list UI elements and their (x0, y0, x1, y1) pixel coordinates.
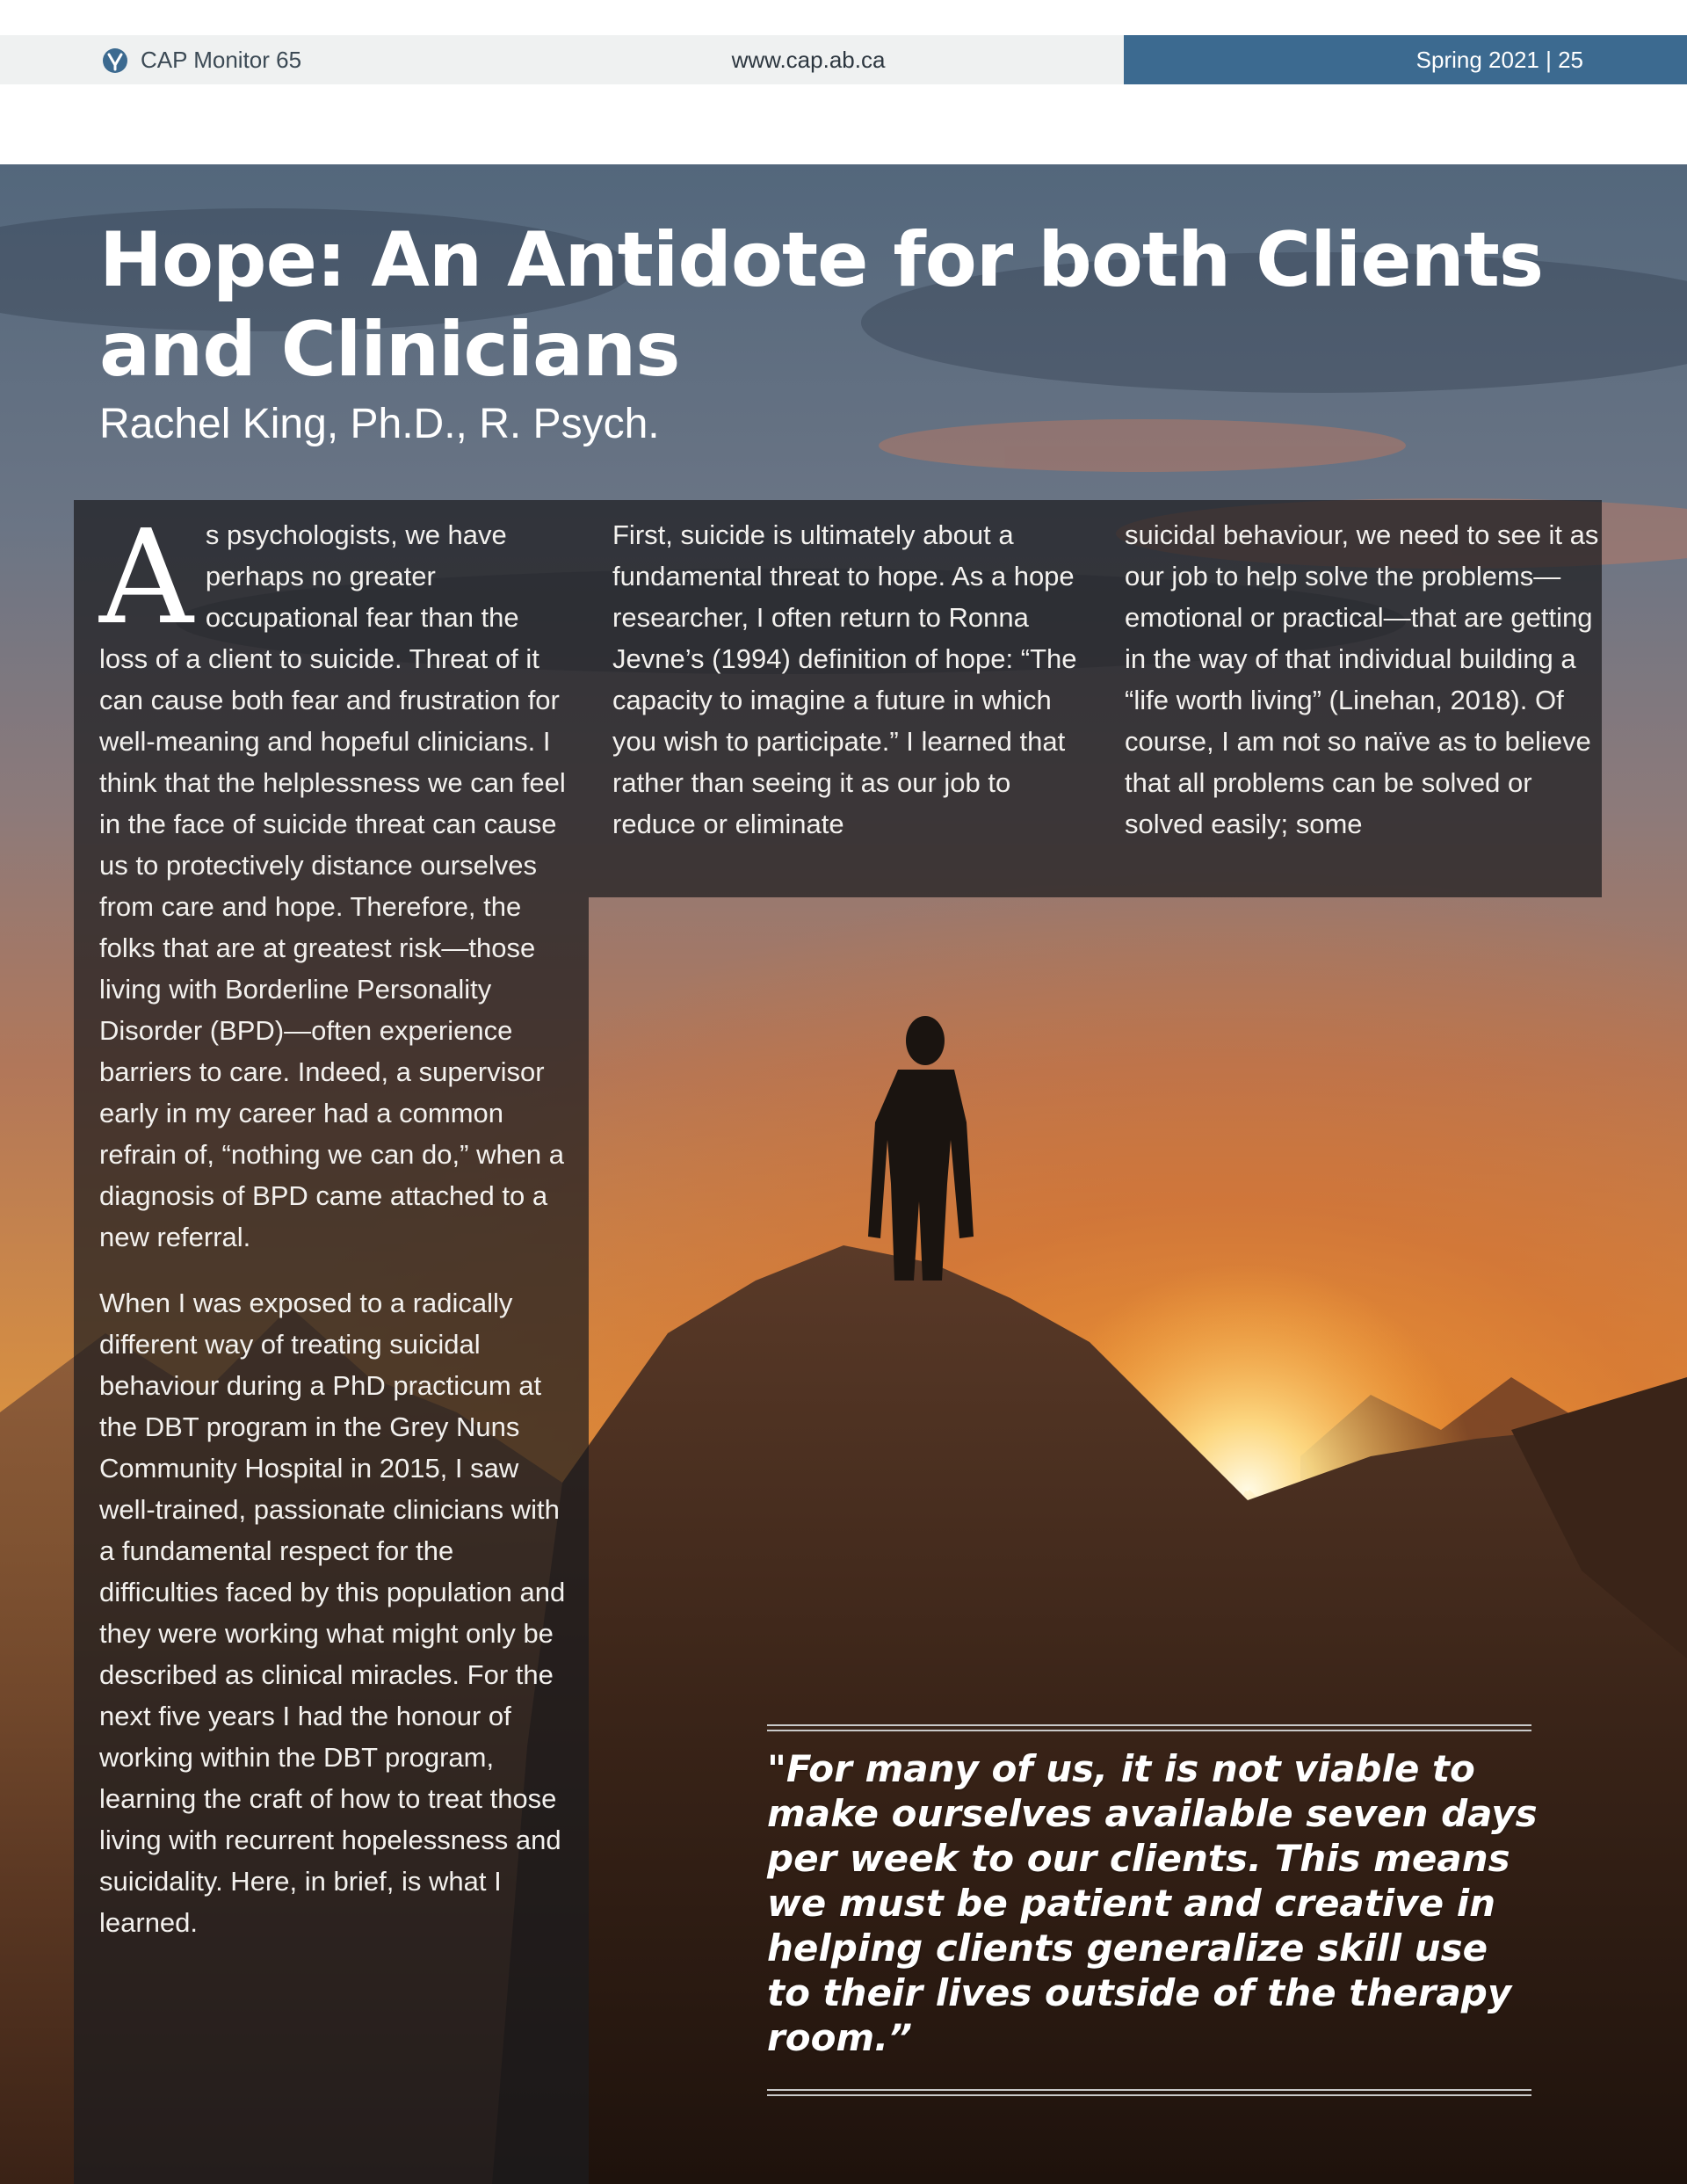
issue-badge (1124, 35, 1687, 84)
paragraph-1-text: s psychologists, we have perhaps no greater occupational fear than the loss of a client to suicide. Threat of it can cause both fear and frustration for well-meaning and hopeful clinicians. I think that the helplessness we can feel in the face of suicide threat can cause us to protectively distance ourselves from care and hope. Therefore, the folks that are at greatest risk—those living with Borderline Personality Disorder (BPD)—often experience barriers to care. Indeed, a supervisor early in my career had a common refrain of, “nothing we can do,” when a diagnosis of BPD came attached to a new referral. (99, 519, 566, 1252)
article-author: Rachel King, Ph.D., R. Psych. (99, 401, 660, 447)
magazine-name: CAP Monitor 65 (141, 47, 302, 73)
hero-image (0, 164, 1687, 2184)
article-column-3 (1125, 514, 1599, 869)
pull-quote: "For many of us, it is not viable to make ourselves available seven days per week to our clients. This means we must be patient and creative in helping clients generalize skill use to their lives outside of the therapy room.” (767, 1747, 1538, 2059)
hiker-silhouette (868, 1016, 974, 1281)
page-header (0, 35, 1687, 84)
website-url[interactable]: www.cap.ab.ca (731, 47, 886, 73)
paragraph-1 (99, 502, 574, 1258)
paragraph-2: When I was exposed to a radically different way of treating suicidal behaviour during a PhD practicum at the DBT program in the Grey Nuns Community Hospital in 2015, I saw well-trained, passionate clinicians with a fundamental respect for the difficulties faced by this population and they were working what might only be described as clinical miracles. For the next five years I had the honour of working within the DBT program, learning the craft of how to treat those living with recurrent hopelessness and suicidality. Here, in brief, is what I learned. (99, 1288, 566, 1938)
article-column-1 (99, 502, 574, 1968)
article-column-2 (612, 514, 1087, 869)
paragraph-4: suicidal behaviour, we need to see it as our job to help solve the problems—emotional or practical—that are getting in the way of that individual building a “life worth living” (Linehan, 2018). Of course, I am not so naïve as to believe that all problems can be solved or solved easily; some (1125, 519, 1599, 839)
issue-label: Spring 2021 | 25 (1415, 47, 1583, 73)
cap-logo-icon (102, 47, 128, 74)
pull-quote-rule-top (767, 1724, 1531, 1731)
pull-quote-rule-bottom (767, 2089, 1531, 2096)
article-title: Hope: An Antidote for both Clients and Clinicians (99, 216, 1544, 394)
drop-cap: A (99, 502, 193, 653)
paragraph-3: First, suicide is ultimately about a fundamental threat to hope. As a hope researcher, I often return to Ronna Jevne’s (1994) definition of hope: “The capacity to imagine a future in which you wish to participate.” I learned that rather than seeing it as our job to reduce or eliminate (612, 519, 1077, 839)
